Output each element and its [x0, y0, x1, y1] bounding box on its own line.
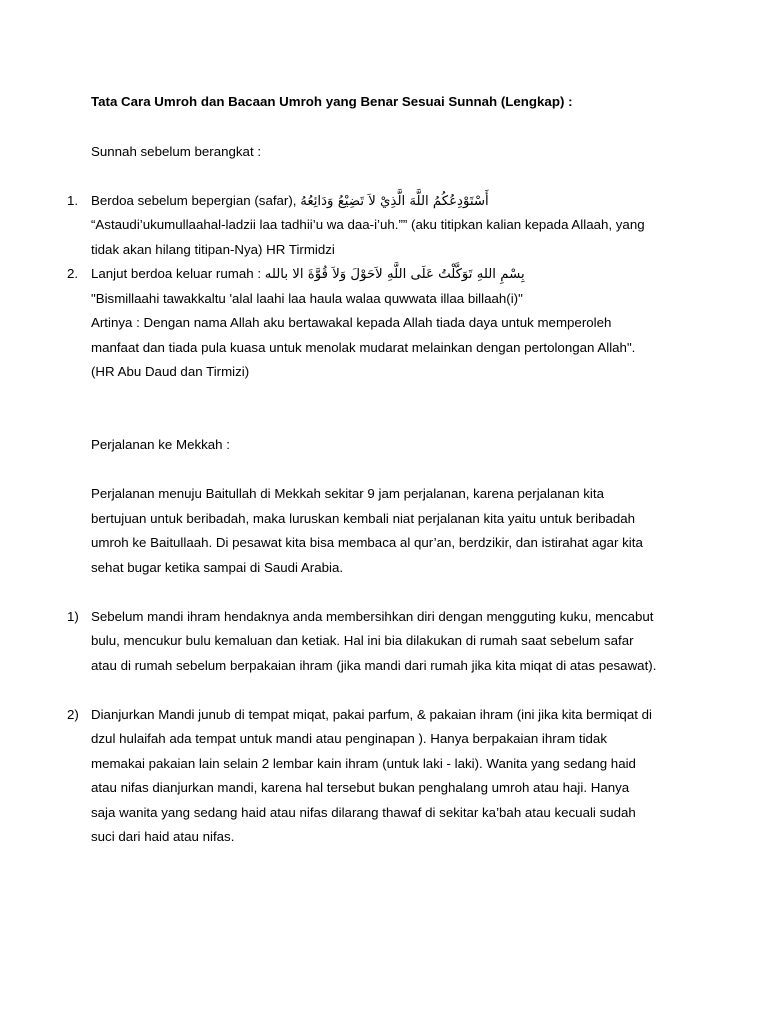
paragraph-line: sehat bugar ketika sampai di Saudi Arabia. [91, 560, 344, 575]
list-marker-2: 2. [67, 266, 79, 281]
list-marker-1: 1. [67, 193, 79, 208]
paragraph-line: umroh ke Baitullaah. Di pesawat kita bisa membaca al qur’an, berdzikir, dan istirahat agar kita [91, 535, 643, 550]
list-item-1-arabic-prayer: أَسْتَوْدِعُكُمُ اللَّهَ الَّذِيْ لاَ تَضِيْعُ وَدَائِعُهُ [300, 194, 489, 209]
step-2-line: Dianjurkan Mandi junub di tempat miqat, pakai parfum, & pakaian ihram (ini jika kita bermiqat di [91, 707, 652, 722]
step-2-line: atau nifas dianjurkan mandi, karena hal tersebut bukan penghalang umroh atau haji. Hanya [91, 780, 630, 795]
list-item-2-line-5: (HR Abu Daud dan Tirmizi) [91, 364, 250, 379]
list-item-2-line-4: manfaat dan tiada pula kuasa untuk menolak mudarat melainkan dengan pertolongan Allah". [91, 340, 636, 355]
step-2-line: dzul hulaifah ada tempat untuk mandi atau penginapan ). Hanya berpakaian ihram tidak [91, 731, 607, 746]
list-item-2-line-2: "Bismillaahi tawakkaltu 'alal laahi laa haula walaa quwwata illaa billaah(i)" [91, 291, 523, 306]
document-title: Tata Cara Umroh dan Bacaan Umroh yang Benar Sesuai Sunnah (Lengkap) : [91, 94, 573, 109]
step-marker-2: 2) [67, 707, 79, 722]
paragraph-line: bertujuan untuk beribadah, maka luruskan kembali niat perjalanan kita yaitu untuk beribadah [91, 511, 636, 526]
list-item-1-line-3: tidak akan hilang titipan-Nya) HR Tirmidzi [91, 242, 335, 257]
section-heading-perjalanan: Perjalanan ke Mekkah : [91, 437, 230, 452]
list-item-2-line-1 [91, 266, 525, 283]
paragraph-line: Perjalanan menuju Baitullah di Mekkah sekitar 9 jam perjalanan, karena perjalanan kita [91, 486, 604, 501]
step-2-line: saja wanita yang sedang haid atau nifas dilarang thawaf di sekitar ka’bah atau kecuali sudah [91, 805, 636, 820]
list-item-1-intro: Berdoa sebelum bepergian (safar), [91, 193, 297, 208]
step-1-line: Sebelum mandi ihram hendaknya anda membersihkan diri dengan mengguting kuku, mencabut [91, 609, 654, 624]
step-2-line: suci dari haid atau nifas. [91, 829, 235, 844]
list-item-2-arabic-prayer: بِسْمِ اللهِ تَوَكَّلْتُ عَلَى اللَّهِ لاَحَوْلَ وَلاَ قُوَّةَ الا بالله [264, 267, 525, 282]
step-marker-1: 1) [67, 609, 79, 624]
step-1-line: bulu, mencukur bulu kemaluan dan ketiak. Hal ini bia dilakukan di rumah saat sebelum safar [91, 633, 634, 648]
list-item-1-line-2: “Astaudi’ukumullaahal-ladzii laa tadhii’u wa daa-i’uh.”” (aku titipkan kalian kepada Allaah, yang [91, 217, 645, 232]
list-item-1-line-1 [91, 193, 489, 210]
step-1-line: atau di rumah sebelum berpakaian ihram (jika mandi dari rumah jika kita miqat di atas pesawat). [91, 658, 657, 673]
step-2-line: memakai pakaian lain selain 2 lembar kain ihram (untuk laki - laki). Wanita yang sedang haid [91, 756, 636, 771]
section-heading-sunnah: Sunnah sebelum berangkat : [91, 144, 262, 159]
list-item-2-intro: Lanjut berdoa keluar rumah : [91, 266, 262, 281]
list-item-2-line-3: Artinya : Dengan nama Allah aku bertawakal kepada Allah tiada daya untuk memperoleh [91, 315, 612, 330]
